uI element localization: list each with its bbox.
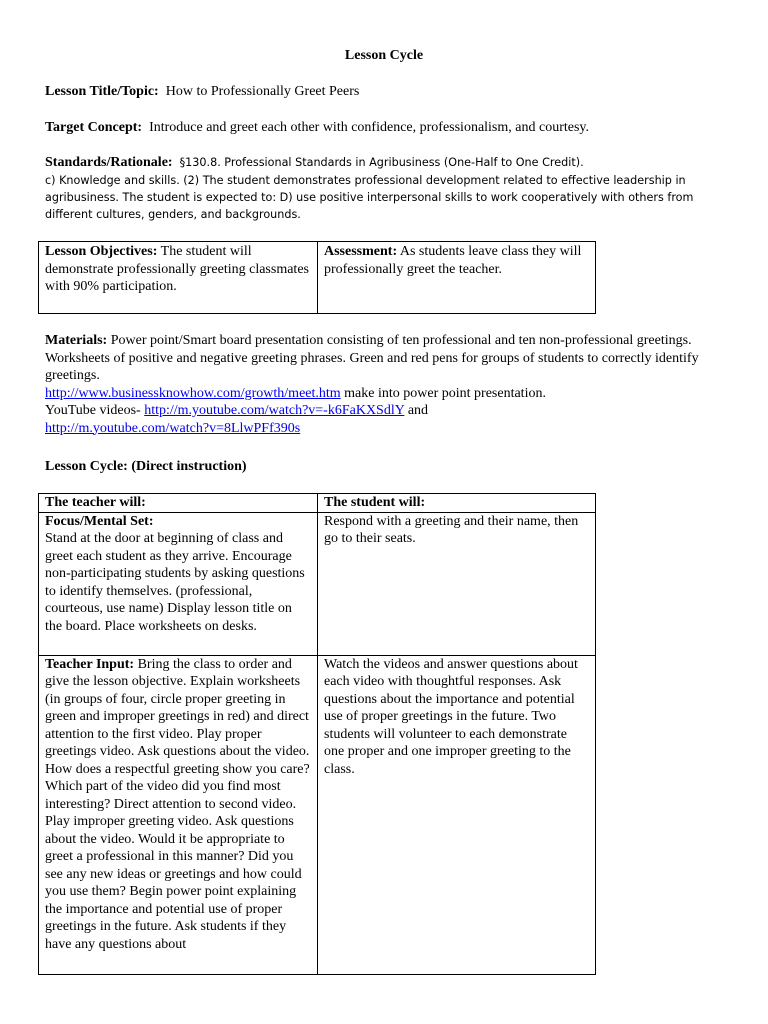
assessment-cell bbox=[318, 242, 596, 314]
student-focus-cell bbox=[318, 512, 596, 655]
and-text: and bbox=[407, 403, 429, 418]
materials-link-businessknowhow[interactable]: http://www.businessknowhow.com/growth/meet.htm bbox=[45, 385, 341, 401]
teacher-column-header: The teacher will: bbox=[39, 494, 318, 513]
lesson-cycle-table bbox=[38, 493, 596, 975]
focus-label: Focus/Mental Set: bbox=[45, 513, 154, 529]
teacher-input-text: Bring the class to order and give the lesson objective. Explain worksheets (in groups of four, circle proper greeting in green and improper greetings in red) and direct attention to the first video. Play proper greetings video. Ask questions about the video. How does a respectful greeting show you care? Which part of the video did you find most interesting? Direct attention to second video. Play improper greeting video. Ask questions about the video. Would it be appropriate to greet a professional in this manner? Did you see any new ideas or greetings and how could you use them? Begin power point explaining the importance and potential use of proper greetings in the future. Ask students if they have any questions about bbox=[45, 656, 310, 952]
table-row bbox=[39, 512, 596, 655]
lesson-cycle-heading: Lesson Cycle: (Direct instruction) bbox=[45, 459, 247, 474]
student-input-text: Watch the videos and answer questions about each video with thoughtful responses. Ask questions about the importance and potential use of proper greetings in the future. Two students will volunteer to each demonstrate one proper and one improper greeting to the class. bbox=[324, 656, 578, 777]
teacher-input-label: Teacher Input: bbox=[45, 656, 135, 672]
assessment-text: As students leave class they will professionally greet the teacher. bbox=[324, 244, 582, 277]
teacher-input-cell bbox=[39, 655, 318, 974]
materials-link1-suffix: make into power point presentation. bbox=[344, 385, 546, 401]
lesson-title-value: How to Professionally Greet Peers bbox=[165, 84, 360, 99]
focus-text: Stand at the door at beginning of class and greet each student as they arrive. Encourage non-participating students by asking questions to identify themselves. (professional, courteous, use name) Display lesson title on the board. Place worksheets on desks. bbox=[45, 531, 305, 634]
target-concept-value: Introduce and greet each other with confidence, professionalism, and courtesy. bbox=[149, 120, 590, 135]
student-focus-text: Respond with a greeting and their name, then go to their seats. bbox=[324, 513, 579, 546]
target-concept-line bbox=[45, 119, 725, 137]
materials-section bbox=[45, 332, 725, 437]
teacher-focus-cell bbox=[39, 512, 318, 655]
table-header-row bbox=[39, 494, 596, 513]
materials-link-youtube-2[interactable]: http://m.youtube.com/watch?v=8LlwPFf390s bbox=[45, 420, 301, 436]
standards-label: Standards/Rationale: bbox=[45, 155, 173, 170]
lesson-title-label: Lesson Title/Topic: bbox=[45, 84, 159, 99]
standards-line bbox=[45, 154, 725, 172]
materials-text: Power point/Smart board presentation consisting of ten professional and ten non-professional greetings. Worksheets of positive and negative greeting phrases. Green and red pens for groups of students to correctly identify greetings. bbox=[45, 333, 699, 383]
assessment-label: Assessment: bbox=[324, 244, 398, 259]
target-concept-label: Target Concept: bbox=[45, 120, 143, 135]
objectives-cell bbox=[39, 242, 318, 314]
objectives-table bbox=[38, 241, 596, 314]
materials-link-youtube-1[interactable]: http://m.youtube.com/watch?v=-k6FaKXSdlY bbox=[144, 403, 405, 418]
standards-detail: c) Knowledge and skills. (2) The student demonstrates professional development related to effective leadership in agribusiness. The student is expected to: D) use positive interpersonal skills to work cooperatively with others from different cultures, genders, and backgrounds. bbox=[45, 174, 694, 221]
standards-value: §130.8. Professional Standards in Agribusiness (One-Half to One Credit). bbox=[179, 156, 584, 169]
objectives-label: Lesson Objectives: bbox=[45, 244, 158, 259]
student-input-cell bbox=[318, 655, 596, 974]
table-row bbox=[39, 655, 596, 974]
materials-label: Materials: bbox=[45, 333, 108, 348]
lesson-title-line bbox=[45, 83, 725, 101]
page-title: Lesson Cycle bbox=[344, 48, 424, 63]
objectives-text: The student will demonstrate professionally greeting classmates with 90% participation. bbox=[45, 244, 309, 294]
youtube-prefix: YouTube videos- bbox=[45, 403, 141, 418]
student-column-header: The student will: bbox=[318, 494, 596, 513]
